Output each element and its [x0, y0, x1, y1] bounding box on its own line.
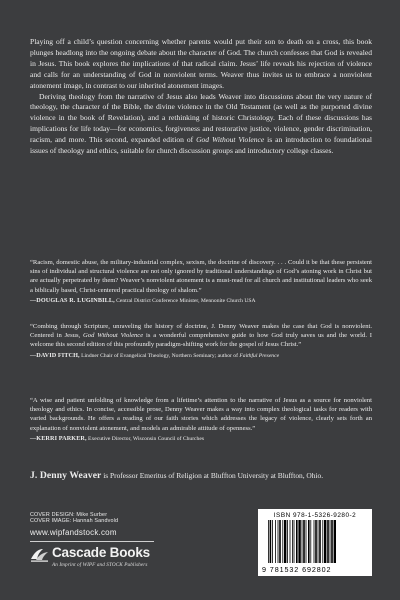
divider — [30, 541, 154, 542]
barcode-bar — [270, 520, 272, 563]
author-bio: J. Denny Weaver is Professor Emeritus of Religion at Bluffton University at Bluffton, Ohio. — [30, 470, 324, 481]
isbn-label: ISBN 978-1-5326-9280-2 — [273, 512, 357, 519]
publisher-name: Cascade Books — [52, 545, 150, 560]
endorsement-attribution: —DOUGLAS R. LUGINBILL, Central District Conference Minister, Mennonite Church USA — [30, 296, 256, 304]
barcode-bar — [327, 520, 329, 563]
barcode-bar — [272, 520, 273, 563]
barcode-bar — [292, 520, 293, 563]
barcode-bar — [294, 520, 295, 563]
description-paragraph-1: Playing off a child’s question concerning whether parents would put their son to death on a cross, this book plunges headlong into the ongoing debate about the character of God. The church confesses that God is revealed in Jesus. This book explores the implications of that radical claim. Jesus’ life reveals his rejection of violence and calls for an understanding of God in nonviolent terms. Weaver thus invites us to embrace a nonviolent atonement image, in contrast to our inherited atonement images. — [30, 37, 372, 90]
author-name: J. Denny Weaver — [30, 470, 102, 481]
barcode-bar — [330, 520, 331, 563]
endorsement-quote: “Racism, domestic abuse, the military-industrial complex, sexism, the doctrine of discovery. . . . Could it be that these persistent sins of individual and structural violence are not only ignored by traditional understandings of God’s atoning work in Christ but are actually perpetrated by them? Weaver’s nonviolent atonement is a must-read for all church and institutional leaders who seek a biblically based, Christ-centered practical theology of shalom.” — [30, 259, 372, 294]
barcode-bar — [324, 520, 326, 563]
barcode-bar — [322, 520, 323, 563]
barcode-bar — [298, 520, 300, 563]
barcode-bar — [302, 520, 303, 563]
cover-design-credit: COVER DESIGN: Mike Surber — [30, 512, 108, 518]
barcode-bars — [262, 520, 368, 565]
barcode-bar — [268, 520, 269, 563]
barcode-bar — [290, 520, 291, 563]
barcode-bar — [287, 520, 288, 563]
publisher-logo — [30, 545, 160, 575]
barcode-bar — [282, 520, 283, 563]
cover-image-credit: COVER IMAGE: Hannah Sandvold — [30, 518, 119, 525]
description-paragraph-2: Deriving theology from the narrative of Jesus also leads Weaver into discussions about the very nature of theology, the character of the Bible, the divine violence in the Old Testament (as well as the purported divine violence in the book of Revelation), and a rethinking of historic Christology. Each of these discussions has implications for life today—for economics, forgiveness and restorative justice, violence, gender discrimination, racism, and more. This second, expanded edition of God Without Violence is an introduction to foundational issues of theology and ethics, suitable for church discussion groups and introductory college classes. — [30, 91, 372, 156]
barcode-bar — [306, 520, 307, 563]
barcode-bar — [279, 520, 281, 563]
endorsement-attribution: —KERRI PARKER, Executive Director, Wisconsin Council of Churches — [30, 434, 204, 442]
book-title-inline: God Without Violence — [196, 135, 265, 145]
barcode-bar — [278, 520, 279, 563]
publisher-website: www.wipfandstock.com — [30, 528, 117, 537]
book-description — [30, 37, 372, 157]
barcode-bar — [334, 520, 336, 563]
endorsement-1 — [30, 258, 372, 305]
barcode-bar — [318, 520, 319, 563]
barcode-bar — [319, 520, 321, 563]
endorsement-attribution: —DAVID FITCH, Lindner Chair of Evangelical Theology, Northern Seminary; author of Faithful Presence — [30, 351, 280, 359]
isbn-barcode — [258, 509, 372, 576]
barcode-bar — [303, 520, 305, 563]
endorsement-quote: “A wise and patient unfolding of knowledge from a lifetime’s attention to the narrative of Jesus as a source for nonviolent theology and ethics. In concise, accessible prose, Denny Weaver makes a way into complex theological tasks for readers with varied backgrounds. He offers a reading of our faith stories which addresses the legacy of violence, clearly sets forth an explanation of nonviolent atonement, and models an admirable attitude of openness.” — [30, 397, 372, 432]
cover-credits — [30, 512, 118, 525]
publisher-imprint: An Imprint of WIPF and STOCK Publishers — [52, 562, 148, 568]
barcode-bar — [314, 520, 315, 563]
barcode-bar — [284, 520, 286, 563]
endorsement-quote: “Combing through Scripture, unraveling the history of doctrine, J. Denny Weaver makes the case that God is nonviolent. Centered in Jesus, God Without Violence is a wonderful comprehensive guide to how God truly saves us and the world. I welcome this second edition of this profoundly paradigm-shifting work for the gospel of Jesus Christ.” — [30, 323, 372, 349]
barcode-bar — [331, 520, 333, 563]
endorsement-2 — [30, 322, 372, 360]
endorsement-3 — [30, 396, 372, 443]
cascade-logo-icon — [30, 545, 50, 563]
barcode-bar — [315, 520, 317, 563]
barcode-bar — [308, 520, 310, 563]
barcode-bar — [310, 520, 311, 563]
barcode-bar — [275, 520, 276, 563]
barcode-bar — [296, 520, 298, 563]
barcode-digits: 9 781532 692802 — [262, 565, 332, 574]
